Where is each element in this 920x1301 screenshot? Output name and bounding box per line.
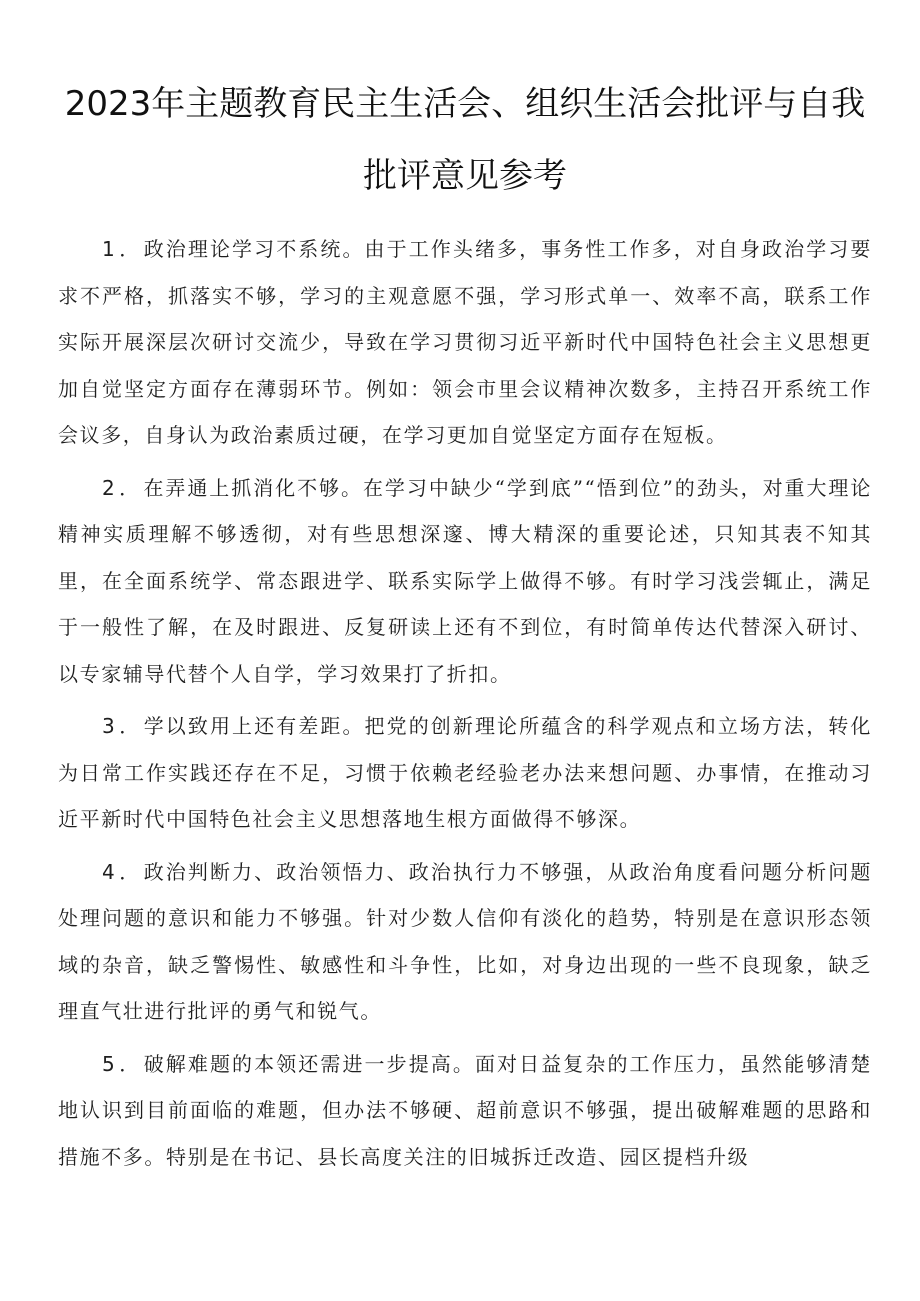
- paragraph-2: [58, 465, 872, 698]
- document-body: [58, 226, 872, 1180]
- paragraph-4: [58, 849, 872, 1035]
- document-title: 2023年主题教育民主生活会、组织生活会批评与自我批评意见参考: [64, 84, 866, 196]
- paragraph-1: [58, 226, 872, 459]
- paragraph-number: 5．: [102, 1051, 144, 1076]
- paragraph-5: [58, 1041, 872, 1181]
- paragraph-number: 4．: [102, 859, 144, 884]
- paragraph-text: 政治理论学习不系统。由于工作头绪多，事务性工作多，对自身政治学习要求不严格，抓落实不够，学习的主观意愿不强，学习形式单一、效率不高，联系工作实际开展深层次研讨交流少，导致在学习贯彻习近平新时代中国特色社会主义思想更加自觉坚定方面存在薄弱环节。例如：领会市里会议精神次数多，主持召开系统工作会议多，自身认为政治素质过硬，在学习更加自觉坚定方面存在短板。: [58, 237, 872, 447]
- paragraph-number: 1．: [102, 237, 144, 261]
- paragraph-number: 2．: [102, 475, 144, 500]
- paragraph-text: 在弄通上抓消化不够。在学习中缺少“学到底”“悟到位”的劲头，对重大理论精神实质理解不够透彻，对有些思想深邃、博大精深的重要论述，只知其表不知其里，在全面系统学、常态跟进学、联系实际学上做得不够。有时学习浅尝辄止，满足于一般性了解，在及时跟进、反复研读上还有不到位，有时简单传达代替深入研讨、以专家辅导代替个人自学，学习效果打了折扣。: [58, 475, 872, 686]
- paragraph-text: 政治判断力、政治领悟力、政治执行力不够强，从政治角度看问题分析问题处理问题的意识和能力不够强。针对少数人信仰有淡化的趋势，特别是在意识形态领域的杂音，缺乏警惕性、敏感性和斗争性，比如，对身边出现的一些不良现象，缺乏理直气壮进行批评的勇气和锐气。: [58, 859, 872, 1023]
- paragraph-number: 3．: [102, 714, 144, 738]
- paragraph-3: [58, 703, 872, 843]
- paragraph-text: 破解难题的本领还需进一步提高。面对日益复杂的工作压力，虽然能够清楚地认识到目前面临的难题，但办法不够硬、超前意识不够强，提出破解难题的思路和措施不多。特别是在书记、县长高度关注的旧城拆迁改造、园区提档升级: [58, 1051, 872, 1169]
- paragraph-text: 学以致用上还有差距。把党的创新理论所蕴含的科学观点和立场方法，转化为日常工作实践还存在不足，习惯于依赖老经验老办法来想问题、办事情，在推动习近平新时代中国特色社会主义思想落地生根方面做得不够深。: [58, 714, 872, 831]
